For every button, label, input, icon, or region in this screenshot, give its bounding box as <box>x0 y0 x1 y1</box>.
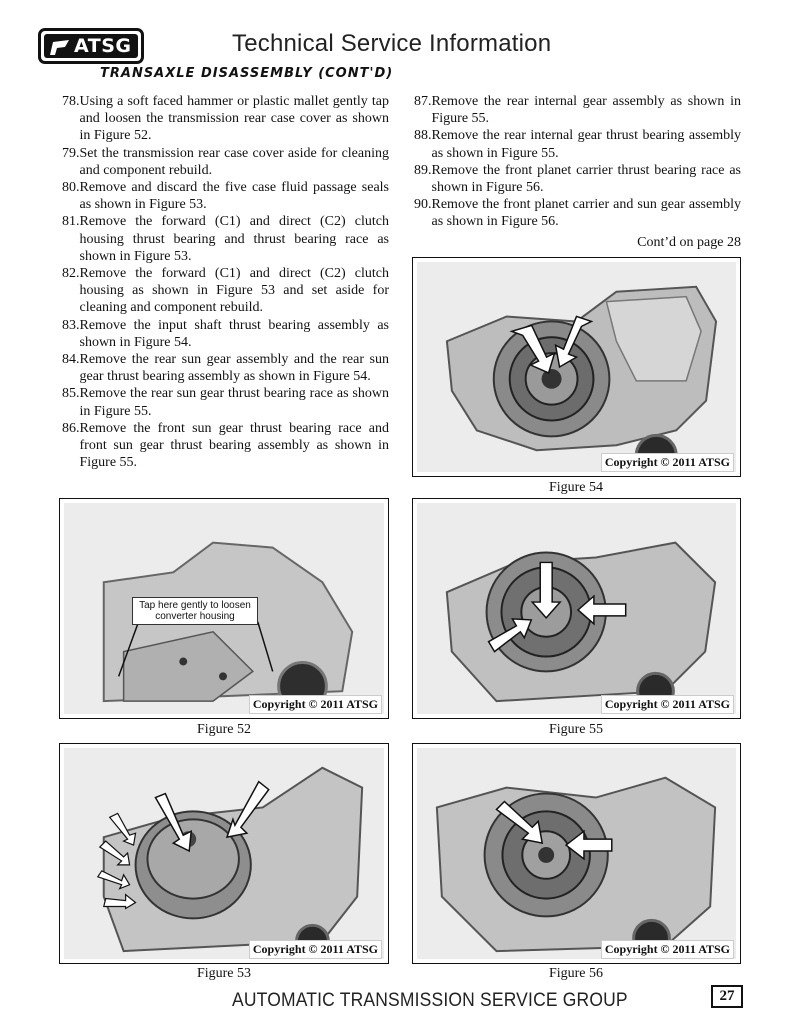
step-number: 79. <box>62 145 80 161</box>
step-text: Set the transmission rear case cover aside for cleaning and component rebuild. <box>79 145 389 178</box>
atsg-logo <box>38 28 144 64</box>
step-text: Remove the front planet carrier and sun gear assembly as shown in Figure 56. <box>431 197 741 230</box>
page-title: Technical Service Information <box>232 30 552 57</box>
figure-54 <box>412 257 741 477</box>
step-text: Remove the forward (C1) and direct (C2) clutch housing thrust bearing and thrust bearing race as shown in Figure 53. <box>79 214 389 264</box>
step-text: Remove and discard the five case fluid passage seals as shown in Figure 53. <box>79 180 389 213</box>
step-number: 84. <box>62 352 80 368</box>
logo-text: ATSG <box>74 35 132 57</box>
step-number: 87. <box>414 94 432 109</box>
copyright-label: Copyright © 2011 ATSG <box>601 695 734 714</box>
step-87 <box>414 93 741 127</box>
step-79 <box>62 145 389 179</box>
figure-56 <box>412 743 741 964</box>
figure-53-caption: Figure 53 <box>196 966 252 981</box>
figure-56-photo <box>417 748 736 959</box>
step-text: Remove the rear internal gear assembly as shown in Figure 55. <box>431 94 741 127</box>
figure-52-caption: Figure 52 <box>196 722 252 737</box>
figure-53 <box>59 743 389 964</box>
step-text: Remove the front sun gear thrust bearing race and front sun gear thrust bearing assembly as shown in Figure 55. <box>79 420 389 471</box>
step-number: 90. <box>414 197 432 213</box>
figure-53-photo <box>64 748 384 959</box>
flag-icon <box>49 39 71 57</box>
step-78 <box>62 93 389 145</box>
figure-54-photo <box>417 262 736 472</box>
step-number: 88. <box>414 128 432 144</box>
copyright-label: Copyright © 2011 ATSG <box>249 940 382 959</box>
step-89 <box>414 162 741 196</box>
step-number: 85. <box>62 386 80 402</box>
figure-54-caption: Figure 54 <box>548 480 604 495</box>
copyright-label: Copyright © 2011 ATSG <box>601 453 734 472</box>
step-88 <box>414 127 741 161</box>
copyright-label: Copyright © 2011 ATSG <box>601 940 734 959</box>
step-text: Remove the rear internal gear thrust bearing assembly as shown in Figure 55. <box>431 128 741 161</box>
figure-52 <box>59 498 389 719</box>
step-number: 80. <box>62 180 80 196</box>
step-80 <box>62 179 389 213</box>
step-number: 86. <box>62 420 80 436</box>
step-84 <box>62 351 389 385</box>
figure-56-caption: Figure 56 <box>548 966 604 981</box>
step-90 <box>414 196 741 230</box>
footer-text: AUTOMATIC TRANSMISSION SERVICE GROUP <box>232 990 628 1011</box>
figure-55-photo <box>417 503 736 714</box>
copyright-label: Copyright © 2011 ATSG <box>249 695 382 714</box>
logo-badge <box>44 34 138 58</box>
step-number: 81. <box>62 214 80 230</box>
step-81 <box>62 213 389 265</box>
step-number: 89. <box>414 162 432 178</box>
step-text: Remove the front planet carrier thrust bearing race as shown in Figure 56. <box>431 162 741 196</box>
step-text: Remove the forward (C1) and direct (C2) clutch housing as shown in Figure 53 and set aside for cleaning and component rebuild. <box>79 266 389 316</box>
step-text: Using a soft faced hammer or plastic mallet gently tap and loosen the transmission rear case cover as shown in Figure 52. <box>79 94 389 144</box>
figure-55 <box>412 498 741 719</box>
step-text: Remove the rear sun gear assembly and the rear sun gear thrust bearing assembly as shown in Figure 54. <box>79 352 389 385</box>
step-text: Remove the input shaft thrust bearing assembly as shown in Figure 54. <box>79 317 389 350</box>
step-number: 83. <box>62 317 80 333</box>
step-86 <box>62 420 389 472</box>
continued-note: Cont’d on page 28 <box>637 234 741 250</box>
tap-here-callout: Tap here gently to loosen converter housing <box>132 597 258 625</box>
right-column-steps <box>414 93 741 251</box>
section-title: TRANSAXLE DISASSEMBLY (CONT'D) <box>100 66 394 81</box>
step-83 <box>62 317 389 351</box>
step-85 <box>62 385 389 419</box>
left-column-steps <box>62 93 389 471</box>
step-number: 78. <box>62 94 80 109</box>
page-number: 27 <box>711 985 743 1008</box>
step-text: Remove the rear sun gear thrust bearing race as shown in Figure 55. <box>79 386 389 419</box>
figure-55-caption: Figure 55 <box>548 722 604 737</box>
step-number: 82. <box>62 266 80 282</box>
step-82 <box>62 265 389 317</box>
